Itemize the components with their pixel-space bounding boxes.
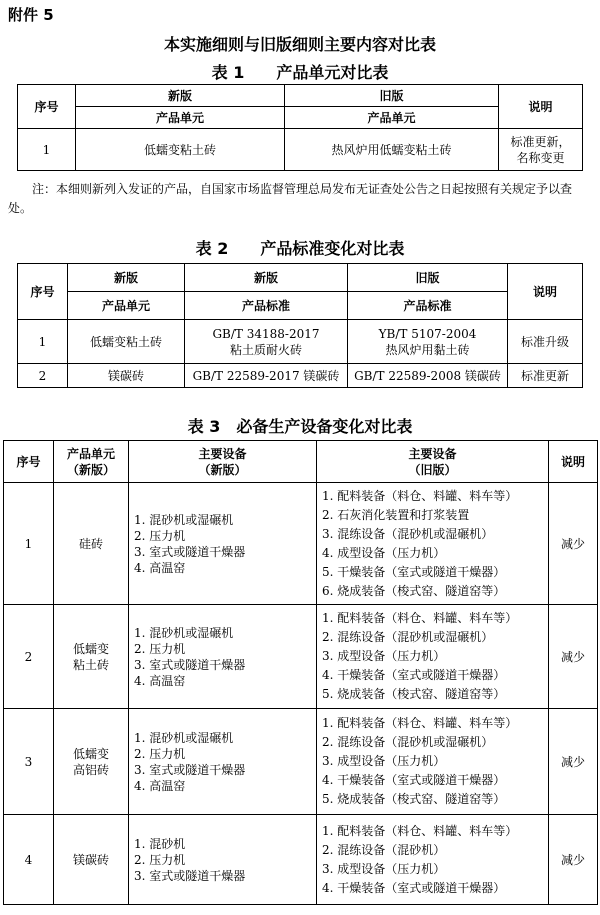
t3-eq-line: 3. 室式或隧道干燥器 bbox=[134, 544, 246, 559]
t2-cell-std-old bbox=[348, 364, 508, 388]
t3-header-eq-old bbox=[317, 441, 549, 483]
footnote bbox=[8, 180, 592, 218]
t3-cell-note: 减少 bbox=[549, 605, 598, 709]
t2-cell-unit: 低蠕变粘土砖 bbox=[68, 320, 185, 364]
t1-header-no: 序号 bbox=[18, 85, 76, 129]
t3-unit-line: 硅砖 bbox=[78, 536, 103, 551]
table-row bbox=[18, 320, 583, 364]
t3-eq-line: 1. 混砂机或湿碾机 bbox=[134, 512, 234, 527]
t3-header-line: 产品单元 bbox=[66, 446, 115, 461]
t1-header-unit-old: 产品单元 bbox=[285, 107, 499, 129]
table1 bbox=[17, 84, 583, 171]
t3-eq-line: 3. 成型设备（压力机） bbox=[322, 649, 446, 663]
t2-std-line: 粘土质耐火砖 bbox=[229, 342, 302, 357]
t3-eq-line: 3. 混练设备（混砂机或湿碾机） bbox=[322, 526, 494, 541]
t2-std-line: GB/T 34188-2017 bbox=[212, 326, 320, 341]
t3-cell-eq-new bbox=[129, 815, 317, 905]
t3-eq-line: 4. 干燥装备（室式或隧道干燥器） bbox=[322, 668, 506, 682]
t3-header-no: 序号 bbox=[4, 441, 54, 483]
table1-title: 表 1 产品单元对比表 bbox=[211, 63, 389, 82]
t3-cell-note: 减少 bbox=[549, 815, 598, 905]
t3-header-line: 主要设备 bbox=[408, 446, 457, 461]
t1-header-new: 新版 bbox=[76, 85, 285, 107]
table-row bbox=[4, 605, 598, 709]
t3-eq-line: 3. 成型设备（压力机） bbox=[322, 754, 446, 768]
t3-cell-eq-new bbox=[129, 483, 317, 605]
t3-eq-line: 1. 混砂机 bbox=[134, 836, 186, 851]
t3-eq-line: 4. 高温窑 bbox=[134, 778, 186, 793]
t3-cell-unit bbox=[54, 483, 129, 605]
t3-eq-line: 2. 压力机 bbox=[134, 528, 186, 543]
t2-header-unit: 产品单元 bbox=[68, 292, 185, 320]
t2-header-no: 序号 bbox=[18, 264, 68, 320]
t2-cell-note: 标准升级 bbox=[508, 320, 583, 364]
t3-cell-eq-old bbox=[317, 605, 549, 709]
t3-unit-line: 低蠕变 bbox=[72, 746, 109, 761]
t2-cell-no: 1 bbox=[18, 320, 68, 364]
t2-cell-unit: 镁碳砖 bbox=[68, 364, 185, 388]
t3-eq-line: 4. 成型设备（压力机） bbox=[322, 545, 446, 560]
t3-eq-line: 4. 高温窑 bbox=[134, 560, 186, 575]
t3-header-unit bbox=[54, 441, 129, 483]
t3-header-line: （旧版） bbox=[408, 462, 457, 477]
t3-header-line: 主要设备 bbox=[198, 446, 247, 461]
t3-cell-unit bbox=[54, 605, 129, 709]
footnote-text: 注：本细则新列入发证的产品，自国家市场监督管理总局发布无证查处公告之日起按照有关规定予以查处。 bbox=[8, 182, 573, 215]
t3-cell-no: 4 bbox=[4, 815, 54, 905]
t3-eq-line: 3. 室式或隧道干燥器 bbox=[134, 868, 246, 883]
t3-eq-line: 2. 混练设备（混砂机或湿碾机） bbox=[322, 630, 494, 644]
t1-header-old: 旧版 bbox=[285, 85, 499, 107]
t3-eq-line: 2. 混练设备（混砂机或湿碾机） bbox=[322, 735, 494, 749]
t3-eq-line: 1. 配料装备（料仓、料罐、料车等） bbox=[322, 823, 518, 838]
document-title: 本实施细则与旧版细则主要内容对比表 bbox=[163, 35, 436, 54]
t2-header-note: 说明 bbox=[508, 264, 583, 320]
t3-header-line: （新版） bbox=[198, 462, 247, 477]
t3-eq-line: 2. 混练设备（混砂机） bbox=[322, 842, 446, 857]
t2-std-line: YB/T 5107-2004 bbox=[378, 326, 477, 341]
t1-cell-no: 1 bbox=[18, 129, 76, 171]
t3-unit-line: 高铝砖 bbox=[72, 762, 109, 777]
t3-unit-line: 镁碳砖 bbox=[72, 852, 109, 867]
t1-header-unit-new: 产品单元 bbox=[76, 107, 285, 129]
t3-cell-eq-old bbox=[317, 483, 549, 605]
t2-header-new2: 新版 bbox=[185, 264, 348, 292]
t3-cell-eq-new bbox=[129, 605, 317, 709]
t3-eq-line: 2. 石灰消化装置和打浆装置 bbox=[322, 507, 470, 522]
t3-header-eq-new bbox=[129, 441, 317, 483]
t3-eq-line: 1. 配料装备（料仓、料罐、料车等） bbox=[322, 611, 518, 625]
t3-cell-note: 减少 bbox=[549, 709, 598, 815]
t3-eq-line: 2. 压力机 bbox=[134, 746, 186, 761]
t3-cell-eq-old bbox=[317, 709, 549, 815]
t3-eq-line: 3. 室式或隧道干燥器 bbox=[134, 657, 246, 672]
t3-cell-no: 1 bbox=[4, 483, 54, 605]
t3-cell-no: 3 bbox=[4, 709, 54, 815]
t3-eq-line: 1. 混砂机或湿碾机 bbox=[134, 625, 234, 640]
table-row bbox=[4, 709, 598, 815]
t2-cell-std-new bbox=[185, 320, 348, 364]
t3-eq-line: 5. 烧成装备（梭式窑、隧道窑等） bbox=[322, 687, 506, 701]
t1-cell-note bbox=[499, 129, 583, 171]
t1-note-line: 标准更新， bbox=[510, 134, 571, 149]
t2-cell-std-old bbox=[348, 320, 508, 364]
table3-title: 表 3 必备生产设备变化对比表 bbox=[187, 417, 413, 436]
t2-cell-std-new bbox=[185, 364, 348, 388]
t3-cell-note: 减少 bbox=[549, 483, 598, 605]
table3 bbox=[3, 440, 598, 905]
t3-cell-eq-new bbox=[129, 709, 317, 815]
t3-eq-line: 3. 成型设备（压力机） bbox=[322, 861, 446, 876]
t3-eq-line: 6. 烧成装备（梭式窑、隧道窑等） bbox=[322, 583, 506, 598]
table2 bbox=[17, 263, 583, 388]
t3-eq-line: 5. 烧成装备（梭式窑、隧道窑等） bbox=[322, 792, 506, 806]
t3-header-line: （新版） bbox=[66, 462, 115, 477]
table-row bbox=[4, 815, 598, 905]
t3-eq-line: 4. 高温窑 bbox=[134, 673, 186, 688]
t3-eq-line: 1. 混砂机或湿碾机 bbox=[134, 730, 234, 745]
table-row bbox=[18, 364, 583, 388]
t3-eq-line: 4. 干燥装备（室式或隧道干燥器） bbox=[322, 773, 506, 787]
t3-eq-line: 3. 室式或隧道干燥器 bbox=[134, 762, 246, 777]
t3-eq-line: 1. 配料装备（料仓、料罐、料车等） bbox=[322, 716, 518, 730]
t3-cell-unit bbox=[54, 709, 129, 815]
t2-header-std-old: 产品标准 bbox=[348, 292, 508, 320]
t3-header-note: 说明 bbox=[549, 441, 598, 483]
t3-unit-line: 低蠕变 bbox=[72, 641, 109, 656]
t2-header-old: 旧版 bbox=[348, 264, 508, 292]
t1-header-note: 说明 bbox=[499, 85, 583, 129]
t3-eq-line: 2. 压力机 bbox=[134, 641, 186, 656]
t2-std-line: 热风炉用黏土砖 bbox=[385, 342, 470, 357]
t1-cell-new-unit: 低蠕变粘土砖 bbox=[76, 129, 285, 171]
t3-cell-eq-old bbox=[317, 815, 549, 905]
t3-cell-unit bbox=[54, 815, 129, 905]
t3-eq-line: 2. 压力机 bbox=[134, 852, 186, 867]
t3-unit-line: 粘土砖 bbox=[72, 657, 109, 672]
t3-cell-no: 2 bbox=[4, 605, 54, 709]
t1-cell-old-unit: 热风炉用低蠕变粘土砖 bbox=[285, 129, 499, 171]
t2-cell-no: 2 bbox=[18, 364, 68, 388]
t2-cell-note: 标准更新 bbox=[508, 364, 583, 388]
t3-eq-line: 1. 配料装备（料仓、料罐、料车等） bbox=[322, 488, 518, 503]
attachment-label: 附件 5 bbox=[8, 6, 54, 24]
t2-std-line: GB/T 22589-2008 镁碳砖 bbox=[354, 368, 501, 383]
table2-title: 表 2 产品标准变化对比表 bbox=[195, 239, 405, 258]
t2-header-new: 新版 bbox=[68, 264, 185, 292]
t1-note-line: 名称变更 bbox=[516, 150, 565, 165]
table-row bbox=[4, 483, 598, 605]
t3-eq-line: 5. 干燥装备（室式或隧道干燥器） bbox=[322, 564, 506, 579]
table-row bbox=[18, 129, 583, 171]
t2-header-std-new: 产品标准 bbox=[185, 292, 348, 320]
t2-std-line: GB/T 22589-2017 镁碳砖 bbox=[192, 368, 340, 383]
t3-eq-line: 4. 干燥装备（室式或隧道干燥器） bbox=[322, 880, 506, 895]
